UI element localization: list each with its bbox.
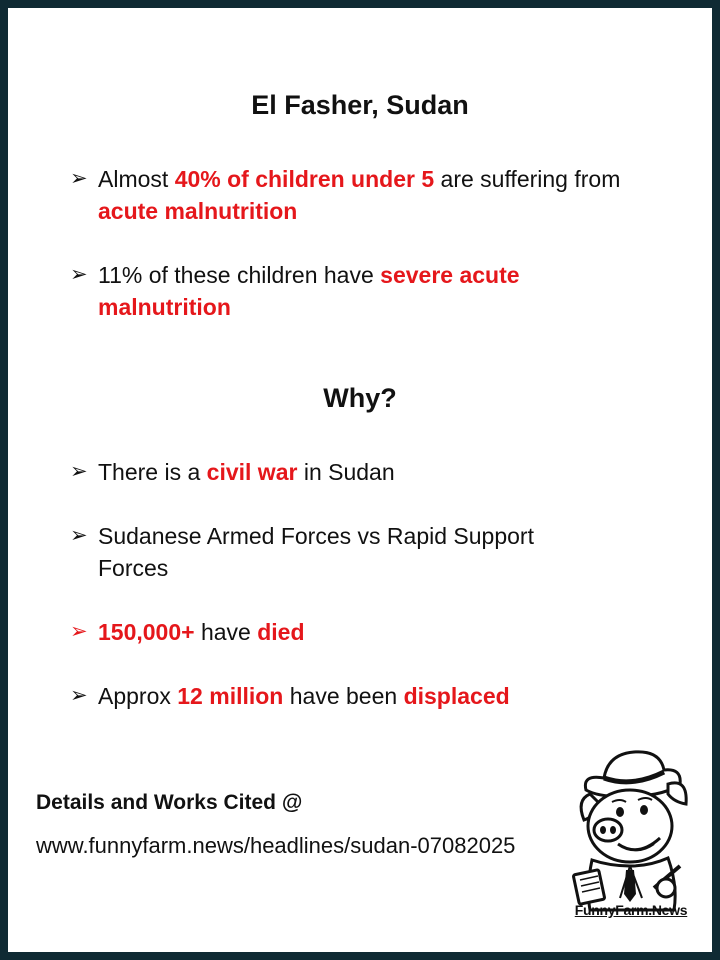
arrow-bullet-icon: ➢ <box>70 263 88 286</box>
page-title: El Fasher, Sudan <box>251 90 469 120</box>
details-label: Details and Works Cited @ <box>36 791 303 814</box>
arrow-bullet-icon: ➢ <box>70 620 88 643</box>
why-heading: Why? <box>323 383 397 413</box>
bullet-severe-malnutrition: ➢ 11% of these children have severe acute malnutrition <box>70 259 630 323</box>
arrow-bullet-icon: ➢ <box>70 684 88 707</box>
arrow-bullet-icon: ➢ <box>70 167 88 190</box>
details-url-link[interactable]: www.funnyfarm.news/headlines/sudan-07082025 <box>36 833 516 858</box>
bullet-deaths: ➢ 150,000+ have died <box>70 616 630 648</box>
arrow-bullet-icon: ➢ <box>70 524 88 547</box>
pig-mascot-logo-icon <box>556 738 704 928</box>
bullet-displaced: ➢ Approx 12 million have been displaced <box>70 680 630 712</box>
bullet-civil-war: ➢ There is a civil war in Sudan <box>70 456 630 488</box>
arrow-bullet-icon: ➢ <box>70 460 88 483</box>
logo-wordmark: FunnyFarm.News <box>574 902 688 918</box>
infographic-card <box>8 8 712 952</box>
bullet-malnutrition-rate: ➢ Almost 40% of children under 5 are suffering from acute malnutrition <box>70 163 630 227</box>
bullet-factions: ➢ Sudanese Armed Forces vs Rapid Support Forces <box>70 520 630 584</box>
